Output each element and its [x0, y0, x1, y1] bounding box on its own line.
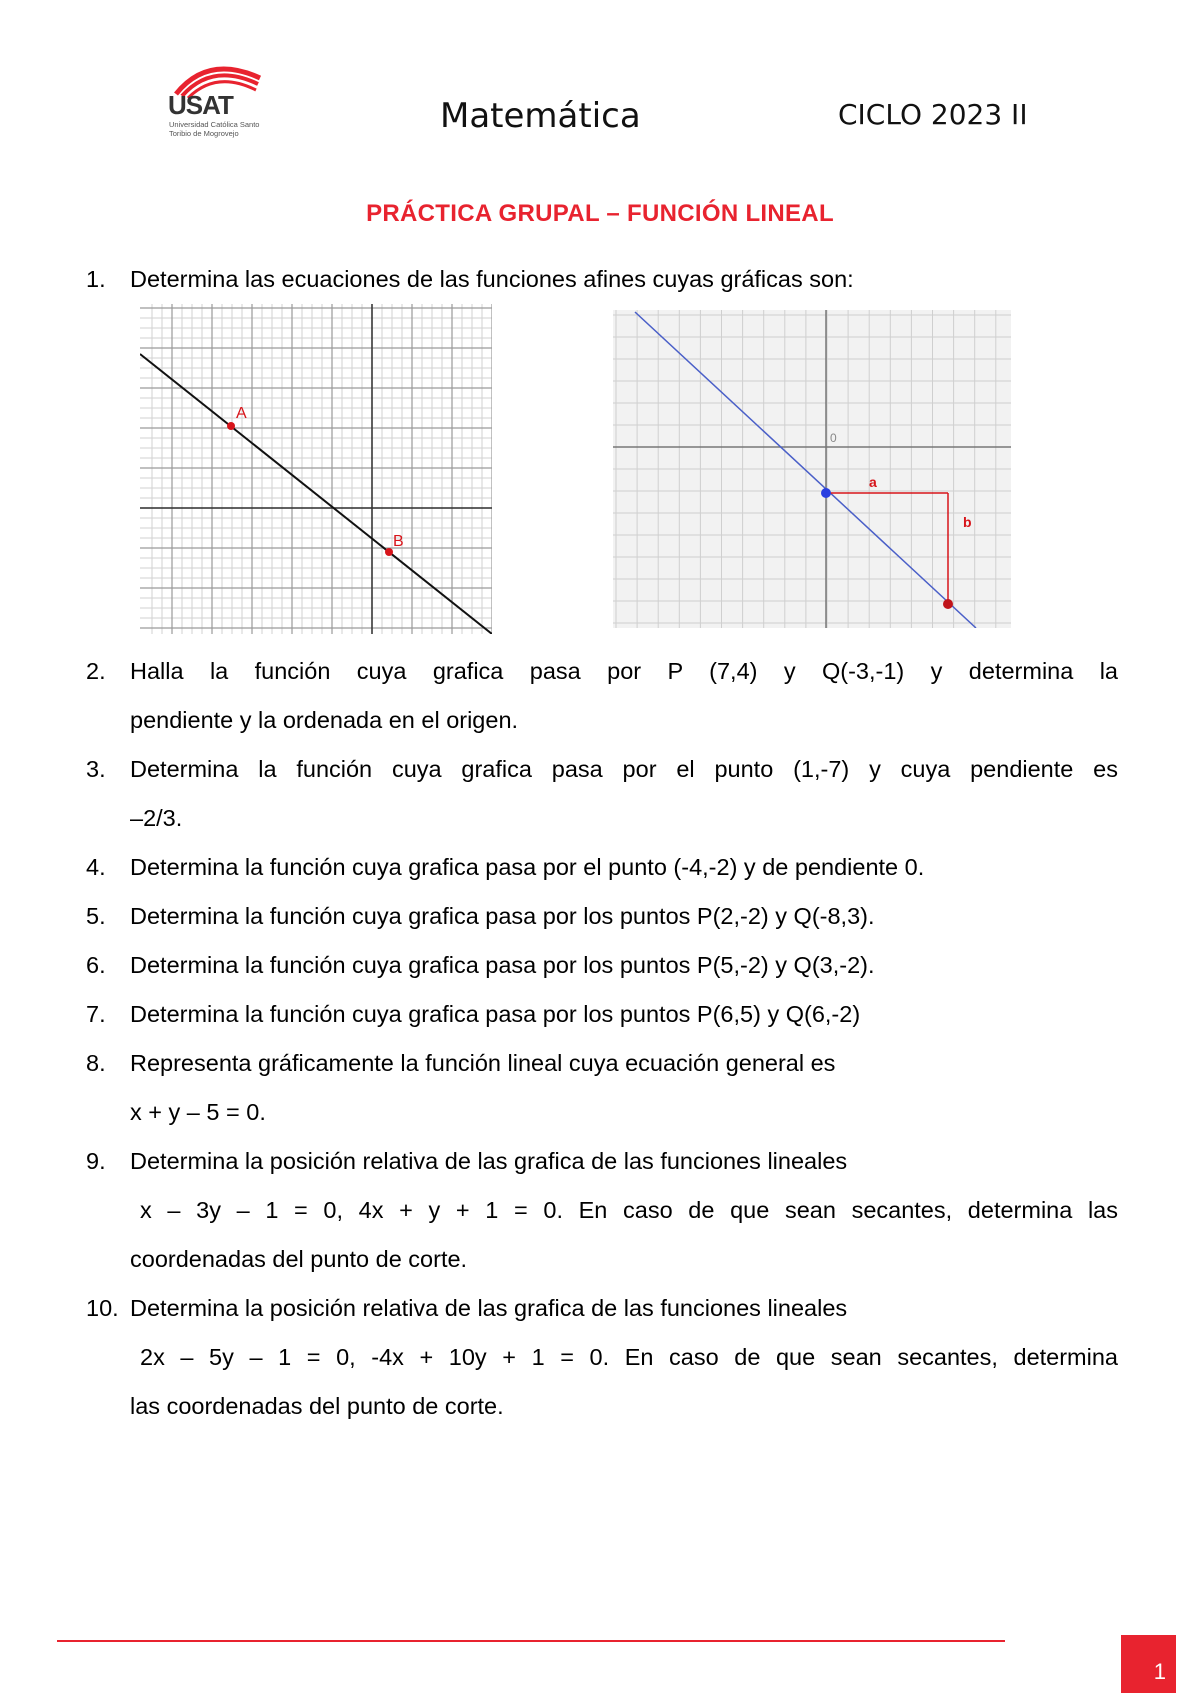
question-text-line-2: x + y – 5 = 0.	[130, 1099, 266, 1125]
question-text: Determina la función cuya grafica pasa por los puntos P(2,-2) y Q(-8,3).	[130, 903, 875, 929]
question-6	[86, 941, 1118, 990]
graph-1-point-a	[227, 422, 235, 430]
question-text-line-1: Halla la función cuya grafica pasa por P (7,4) y Q(-3,-1) y determina la	[130, 658, 1118, 684]
question-number: 1.	[86, 266, 106, 292]
question-number: 6.	[86, 952, 106, 978]
question-number: 2.	[86, 658, 106, 684]
question-text-line-3: las coordenadas del punto de corte.	[130, 1393, 504, 1419]
question-number: 3.	[86, 756, 106, 782]
graph-1-point-b	[385, 548, 393, 556]
question-text-line-1: Determina la posición relativa de las grafica de las funciones lineales	[130, 1295, 848, 1321]
logo-subtitle: Universidad Católica Santo Toribio de Mogrovejo	[169, 120, 260, 138]
graph-2-label-b: b	[963, 514, 972, 530]
question-number: 7.	[86, 1001, 106, 1027]
subject-title: Matemática	[440, 96, 641, 136]
university-logo	[168, 58, 268, 144]
question-2	[86, 647, 1118, 745]
page-title: PRÁCTICA GRUPAL – FUNCIÓN LINEAL	[366, 200, 834, 227]
page-number: 1	[1121, 1635, 1176, 1693]
question-text: Determina la función cuya grafica pasa por el punto (-4,-2) y de pendiente 0.	[130, 854, 925, 880]
graph-1-label-a: A	[236, 405, 247, 422]
question-text-line-2: x – 3y – 1 = 0, 4x + y + 1 = 0. En caso de que sean secantes, determina las	[140, 1197, 1118, 1223]
graph-2-point-intercept	[821, 488, 831, 498]
question-10	[86, 1284, 1118, 1431]
question-number: 4.	[86, 854, 106, 880]
question-3	[86, 745, 1118, 843]
question-8	[86, 1039, 1118, 1137]
question-text-line-1: Determina la posición relativa de las grafica de las funciones lineales	[130, 1148, 848, 1174]
graph-2-point-end	[943, 599, 953, 609]
question-number: 5.	[86, 903, 106, 929]
question-text-line-3: coordenadas del punto de corte.	[130, 1246, 468, 1272]
graph-1-line	[140, 354, 492, 634]
question-text-line-2: 2x – 5y – 1 = 0, -4x + 10y + 1 = 0. En caso de que sean secantes, determina	[140, 1344, 1118, 1370]
footer-divider	[57, 1640, 1005, 1642]
question-9	[86, 1137, 1118, 1284]
question-number: 8.	[86, 1050, 106, 1076]
question-4	[86, 843, 1118, 892]
question-text-line-1: Representa gráficamente la función lineal cuya ecuación general es	[130, 1050, 836, 1076]
question-text-line-1: Determina la función cuya grafica pasa por el punto (1,-7) y cuya pendiente es	[130, 756, 1118, 782]
graph-1-label-b: B	[393, 533, 404, 550]
question-text-line-2: pendiente y la ordenada en el origen.	[130, 707, 519, 733]
question-1	[86, 255, 1118, 304]
question-text: Determina la función cuya grafica pasa por los puntos P(5,-2) y Q(3,-2).	[130, 952, 875, 978]
logo-name: USAT	[168, 90, 233, 120]
graph-2-origin-label: 0	[830, 431, 837, 445]
graph-2	[613, 310, 1011, 628]
cycle-label: CICLO 2023 II	[838, 98, 1028, 131]
question-number: 9.	[86, 1148, 106, 1174]
question-text: Determina la función cuya grafica pasa por los puntos P(6,5) y Q(6,-2)	[130, 1001, 861, 1027]
question-7	[86, 990, 1118, 1039]
graph-2-label-a: a	[869, 474, 877, 490]
question-5	[86, 892, 1118, 941]
graph-1	[140, 304, 492, 634]
question-number: 10.	[86, 1295, 119, 1321]
question-text: Determina las ecuaciones de las funciones afines cuyas gráficas son:	[130, 266, 854, 292]
question-text-line-2: –2/3.	[130, 805, 183, 831]
